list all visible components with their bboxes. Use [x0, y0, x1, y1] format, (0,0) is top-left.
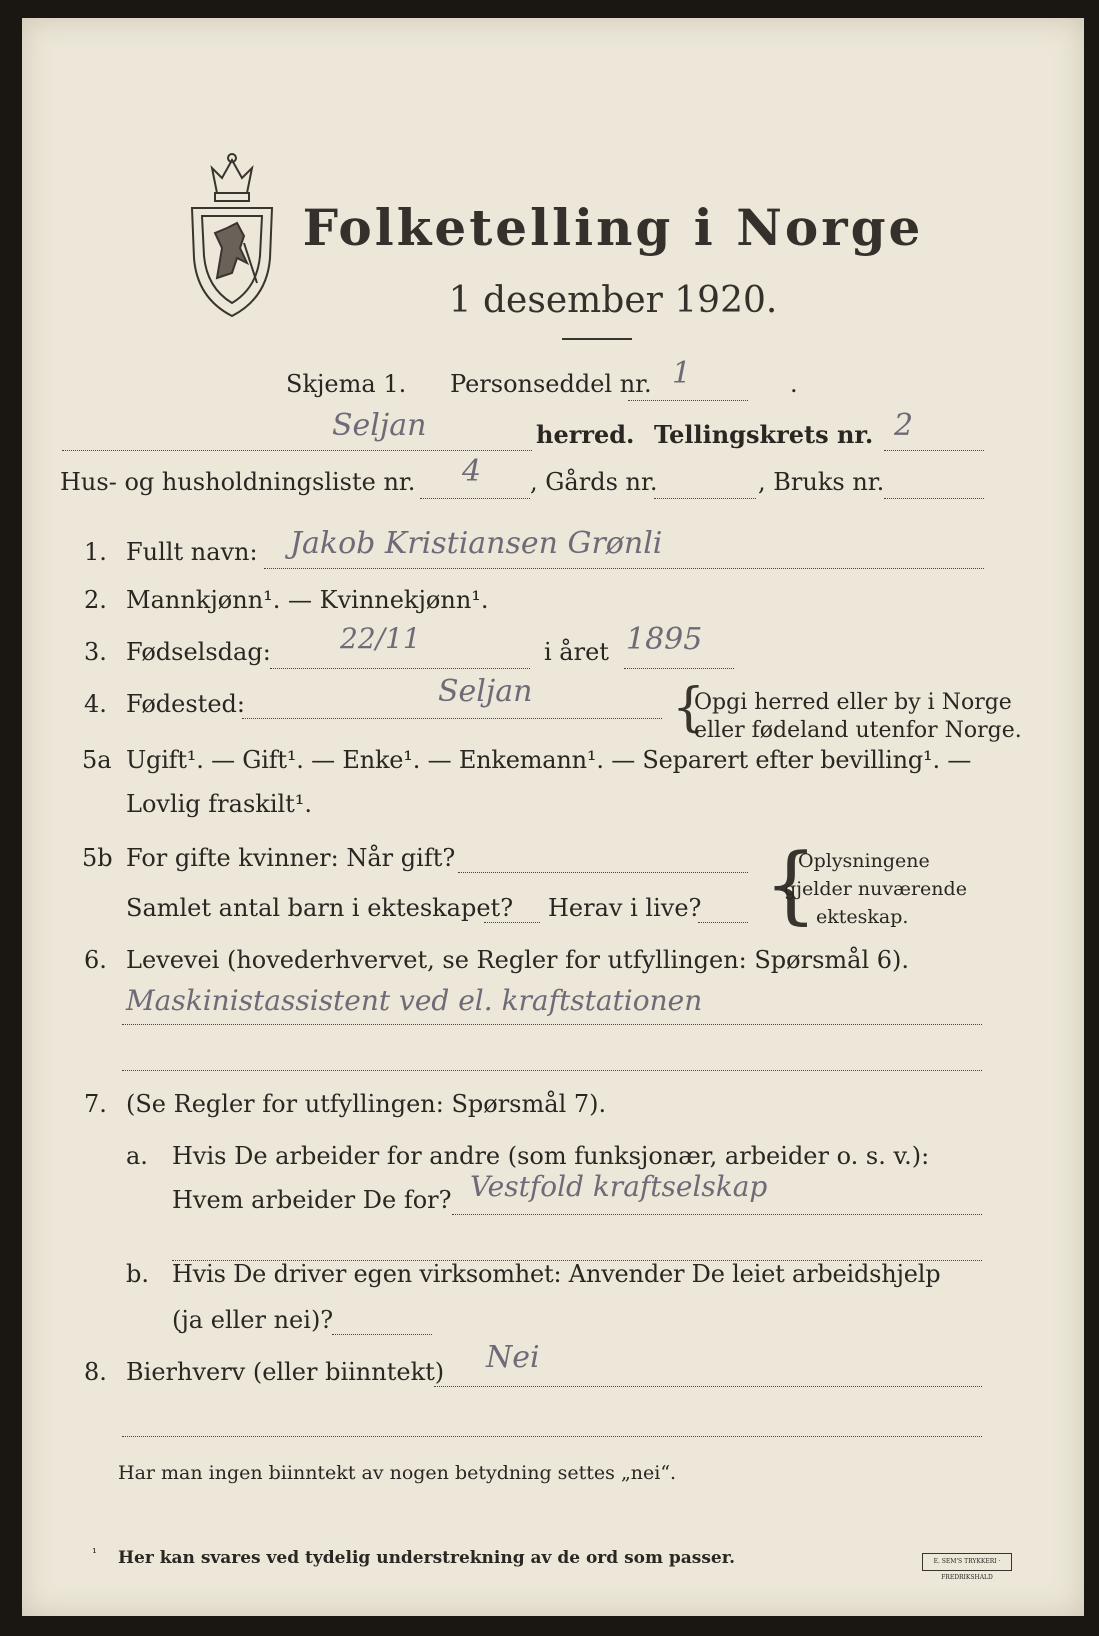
children-count-field[interactable] — [484, 922, 540, 923]
brace-mark: { — [672, 678, 706, 738]
q4-number: 4. — [84, 690, 107, 718]
personseddel-label: Personseddel nr. — [450, 370, 652, 398]
q5a-number: 5a — [82, 746, 112, 774]
q5a-marital-options-2[interactable]: Lovlig fraskilt¹. — [126, 790, 313, 818]
bruks-field-line[interactable] — [884, 498, 984, 499]
q5b-note-3: ekteskap. — [816, 906, 909, 928]
footer-note: Har man ingen biinntekt av nogen betydning settes „nei“. — [118, 1462, 677, 1484]
brace-mark: { — [764, 835, 818, 933]
occupation-field[interactable] — [122, 1024, 982, 1025]
q7a-employer-label: Hvem arbeider De for? — [172, 1186, 452, 1214]
divider — [562, 338, 632, 340]
birthday-field[interactable] — [270, 668, 530, 669]
tellingskrets-field-line[interactable] — [884, 450, 984, 451]
q8-label: Bierhverv (eller biinntekt) — [126, 1358, 445, 1386]
q2-gender-options[interactable]: Mannkjønn¹. — Kvinnekjønn¹. — [126, 586, 489, 614]
skjema-label: Skjema 1. — [286, 370, 407, 398]
footnote: Her kan svares ved tydelig understrekning av de ord som passer. — [118, 1548, 736, 1568]
hus-label: Hus- og husholdningsliste nr. — [60, 468, 416, 496]
q7b-yes-no-label: (ja eller nei)? — [172, 1306, 334, 1334]
printer-stamp: E. SEM'S TRYKKERI · FREDRIKSHALD — [922, 1553, 1012, 1571]
census-form-sheet — [22, 18, 1084, 1616]
tellingskrets-label: Tellingskrets nr. — [654, 420, 874, 449]
employer-value: Vestfold kraftselskap — [470, 1170, 768, 1203]
form-date: 1 desember 1920. — [448, 280, 778, 321]
herred-label: herred. — [536, 420, 635, 449]
married-when-field[interactable] — [458, 872, 748, 873]
personseddel-value: 1 — [672, 356, 692, 391]
full-name-field[interactable] — [264, 568, 984, 569]
q5b-children-label: Samlet antal barn i ekteskapet? — [126, 894, 514, 922]
footnote-mark: ¹ — [92, 1546, 97, 1560]
q7b-number: b. — [126, 1260, 149, 1288]
birthday-value: 22/11 — [340, 622, 421, 655]
side-income-value: Nei — [486, 1340, 540, 1375]
employer-field[interactable] — [452, 1214, 982, 1215]
q5b-alive-label: Herav i live? — [548, 894, 702, 922]
children-alive-field[interactable] — [698, 922, 748, 923]
full-name-value: Jakob Kristiansen Grønli — [290, 526, 663, 561]
q7a-label: Hvis De arbeider for andre (som funksjonær, arbeider o. s. v.): — [172, 1142, 930, 1170]
q4-note-1: Opgi herred eller by i Norge — [694, 690, 1012, 715]
gaards-field-line[interactable] — [654, 498, 756, 499]
q6-label: Levevei (hovederhvervet, se Regler for utfyllingen: Spørsmål 6). — [126, 946, 910, 974]
q1-label: Fullt navn: — [126, 538, 258, 566]
q5b-note-1: Oplysningene — [798, 850, 930, 872]
q6-number: 6. — [84, 946, 107, 974]
occupation-field-2[interactable] — [122, 1070, 982, 1071]
gaards-label: , Gårds nr. — [530, 468, 658, 496]
q1-number: 1. — [84, 538, 107, 566]
q3-number: 3. — [84, 638, 107, 666]
birth-year-field[interactable] — [624, 668, 734, 669]
q7-label: (Se Regler for utfyllingen: Spørsmål 7). — [126, 1090, 607, 1118]
side-income-field-2[interactable] — [122, 1436, 982, 1437]
occupation-value: Maskinistassistent ved el. kraftstationen — [126, 984, 703, 1017]
q3-label: Fødselsdag: — [126, 638, 271, 666]
q5b-number: 5b — [82, 844, 113, 872]
q8-number: 8. — [84, 1358, 107, 1386]
birth-year-value: 1895 — [626, 622, 703, 657]
q7a-number: a. — [126, 1142, 148, 1170]
q7-number: 7. — [84, 1090, 107, 1118]
birthplace-field[interactable] — [242, 718, 662, 719]
herred-value: Seljan — [332, 408, 427, 443]
q5b-note-2: gjelder nuværende — [784, 878, 967, 900]
personseddel-field-line[interactable] — [628, 400, 748, 401]
q5a-marital-options[interactable]: Ugift¹. — Gift¹. — Enke¹. — Enkemann¹. — Separert efter bevilling¹. — — [126, 746, 972, 774]
side-income-field[interactable] — [434, 1386, 982, 1387]
q5b-label: For gifte kvinner: Når gift? — [126, 844, 456, 872]
bruks-label: , Bruks nr. — [758, 468, 885, 496]
hus-field-line[interactable] — [420, 498, 530, 499]
q7b-label: Hvis De driver egen virksomhet: Anvender De leiet arbeidshjelp — [172, 1260, 941, 1288]
q4-note-2: eller fødeland utenfor Norge. — [694, 718, 1022, 743]
q4-label: Fødested: — [126, 690, 245, 718]
q2-number: 2. — [84, 586, 107, 614]
birthplace-value: Seljan — [438, 674, 533, 709]
dot-mark: . — [790, 370, 798, 398]
tellingskrets-value: 2 — [894, 408, 914, 443]
hus-value: 4 — [462, 454, 482, 489]
herred-field-line[interactable] — [62, 450, 532, 451]
year-label: i året — [544, 638, 609, 666]
form-title: Folketelling i Norge — [302, 198, 924, 257]
hired-help-field[interactable] — [332, 1334, 432, 1335]
